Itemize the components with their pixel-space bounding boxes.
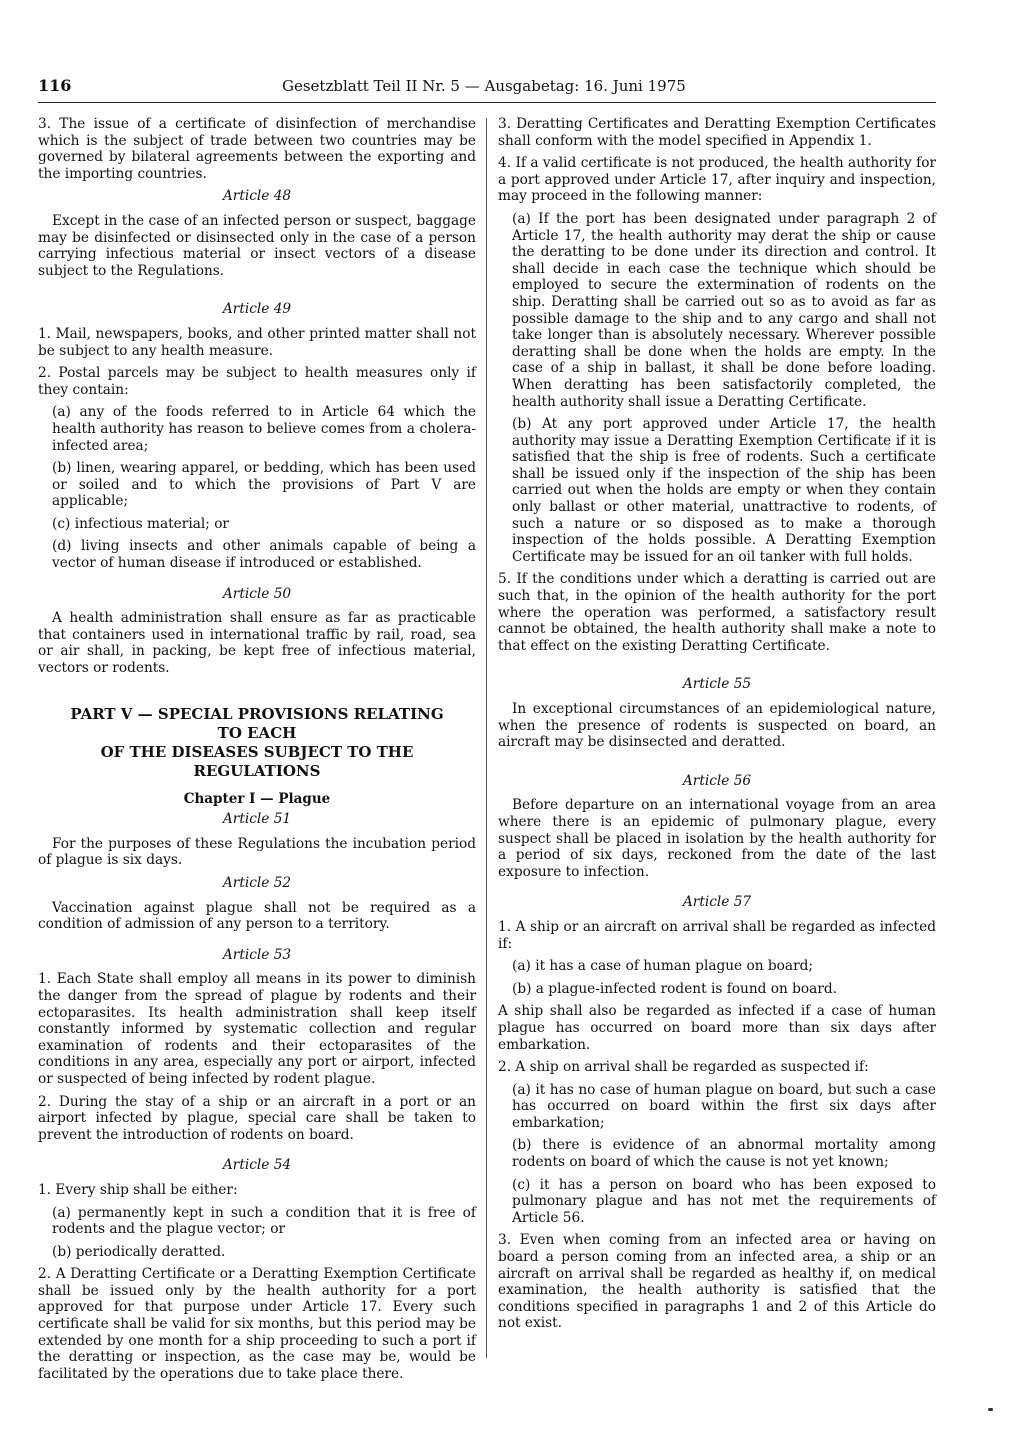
article-heading: Article 55 (682, 676, 752, 693)
list-item: (b) At any port approved under Article 17, the health authority may issue a Deratting Exemption Certificate if it is satisfied that the ship is free of rodents. Such a certificate shall be issued only if the inspection of the ship has been carried out when the holds are empty or when they contain only ballast or other material, unattractive to rodents, of such a nature or so disposed as to make a thorough inspection of the holds possible. A Deratting Exemption Certificate may be issued for an oil tanker with full holds. (512, 416, 936, 565)
paragraph: 2. A ship on arrival shall be regarded as suspected if: (498, 1059, 869, 1076)
paragraph: 3. Even when coming from an infected area or having on board a person coming from an infected area, a ship or an aircraft on arrival shall be regarded as healthy if, on medical examination, the health authority is satisfied that the conditions specified in paragraphs 1 and 2 of this Article do not exist. (498, 1232, 936, 1332)
paragraph: 1. A ship or an aircraft on arrival shall be regarded as infected if: (498, 918, 936, 952)
part-heading-line: TO EACH (217, 723, 297, 742)
paragraph: In exceptional circumstances of an epidemiological nature, when the presence of rodents is suspected on board, an aircraft may be disinsected and deratted. (498, 701, 936, 751)
paragraph: 5. If the conditions under which a deratting is carried out are such that, in the opinion of the health authority for the port where the operation was performed, a satisfactory result cannot be obtained, the health authority shall make a note to that effect on the existing Deratting Certificate. (498, 571, 936, 654)
paragraph: Except in the case of an infected person or suspect, baggage may be disinfected or disinsected only in the case of a person carrying infectious material or insect vectors of a disease subject to the Regulations. (38, 212, 476, 279)
list-item: (a) If the port has been designated under paragraph 2 of Article 17, the health authority may derat the ship or cause the deratting to be done under its direction and control. It shall decide in each case the technique which should be employed to secure the extermination of rodents on the ship. Deratting shall be carried out so as to avoid as far as possible damage to the ship and to any cargo and shall not take longer than is absolutely necessary. Wherever possible deratting shall be done when the holds are empty. In the case of a ship in ballast, it shall be done before loading. When deratting has been satisfactorily completed, the health authority shall issue a Deratting Certificate. (512, 210, 936, 410)
paragraph: For the purposes of these Regulations the incubation period of plague is six days. (38, 835, 476, 869)
right-column (498, 116, 936, 1338)
article-heading: Article 53 (222, 946, 292, 963)
article-heading: Article 56 (682, 772, 752, 789)
list-item: (a) it has no case of human plague on board, but such a case has occurred on board within the first six days after embarkation; (512, 1081, 936, 1131)
gazette-title: Gesetzblatt Teil II Nr. 5 — Ausgabetag: 16. Juni 1975 (282, 77, 686, 95)
left-column (38, 116, 476, 1388)
paragraph: 2. Postal parcels may be subject to health measures only if they contain: (38, 365, 476, 398)
list-item: (c) infectious material; or (52, 515, 229, 532)
list-item: (a) it has a case of human plague on board; (512, 958, 813, 975)
ink-speck (988, 1408, 993, 1411)
page-header (38, 74, 936, 103)
paragraph: Vaccination against plague shall not be required as a condition of admission of any person to a territory. (38, 899, 476, 933)
paragraph: Before departure on an international voyage from an area where there is an epidemic of pulmonary plague, every suspect shall be placed in isolation by the health authority for a period of six days, reckoned from the date of the last exposure to infection. (498, 797, 936, 880)
part-heading-line: PART V — SPECIAL PROVISIONS RELATING (70, 704, 444, 723)
page-number: 116 (38, 76, 72, 95)
paragraph: 1. Every ship shall be either: (38, 1181, 238, 1198)
list-item: (a) permanently kept in such a condition that it is free of rodents and the plague vector; or (52, 1204, 476, 1238)
part-heading (38, 705, 476, 781)
chapter-heading: Chapter I — Plague (183, 790, 331, 807)
paragraph: 2. During the stay of a ship or an aircraft in a port or an airport infected by plague, special care shall be taken to prevent the introduction of rodents on board. (38, 1093, 476, 1143)
list-item: (c) it has a person on board who has been exposed to pulmonary plague and has not met the requirements of Article 56. (512, 1176, 936, 1226)
list-item: (b) there is evidence of an abnormal mortality among rodents on board of which the cause is not yet known; (512, 1137, 936, 1171)
paragraph: A ship shall also be regarded as infected if a case of human plague has occurred on board more than six days after embarkation. (498, 1003, 936, 1053)
paragraph: A health administration shall ensure as far as practicable that containers used in international traffic by rail, road, sea or air shall, in packing, be kept free of infectious material, vectors or rodents. (38, 610, 476, 677)
article-heading: Article 50 (222, 585, 292, 602)
list-item: (b) linen, wearing apparel, or bedding, which has been used or soiled and to which the provisions of Part V are applicable; (52, 460, 476, 510)
article-heading: Article 57 (682, 894, 752, 911)
list-item: (a) any of the foods referred to in Article 64 which the health authority has reason to believe comes from a cholera-infected area; (52, 404, 476, 454)
paragraph: 4. If a valid certificate is not produced, the health authority for a port approved under Article 17, after inquiry and inspection, may proceed in the following manner: (498, 155, 936, 205)
article-heading: Article 48 (222, 188, 292, 205)
paragraph: 3. Deratting Certificates and Deratting Exemption Certificates shall conform with the model specified in Appendix 1. (498, 116, 936, 149)
article-heading: Article 52 (222, 875, 292, 891)
list-item: (d) living insects and other animals capable of being a vector of human disease if introduced or established. (52, 538, 476, 572)
article-heading: Article 51 (222, 811, 292, 828)
paragraph: 1. Each State shall employ all means in its power to diminish the danger from the spread of plague by rodents and their ectoparasites. Its health administration shall keep itself constantly informed by systematic collection and regular examination of rodents and their ectoparasites of the conditions in any area, especially any port or airport, infected or suspected of being infected by rodent plague. (38, 971, 476, 1087)
paragraph: 2. A Deratting Certificate or a Deratting Exemption Certificate shall be issued only by the health authority for a port approved for that purpose under Article 17. Every such certificate shall be valid for six months, but this period may be extended by one month for a ship proceeding to such a port if the deratting or inspection, as the case may be, would be facilitated by the operations due to take place there. (38, 1266, 476, 1382)
article-heading: Article 54 (222, 1157, 292, 1174)
part-heading-line: OF THE DISEASES SUBJECT TO THE REGULATIONS (100, 742, 414, 780)
list-item: (b) a plague-infected rodent is found on board. (512, 980, 837, 997)
paragraph: 1. Mail, newspapers, books, and other printed matter shall not be subject to any health measure. (38, 325, 476, 359)
article-heading: Article 49 (222, 301, 292, 318)
paragraph: 3. The issue of a certificate of disinfection of merchandise which is the subject of trade between two countries may be governed by bilateral agreements between the exporting and the importing countries. (38, 116, 476, 182)
column-divider (486, 118, 487, 1358)
list-item: (b) periodically deratted. (52, 1243, 226, 1260)
